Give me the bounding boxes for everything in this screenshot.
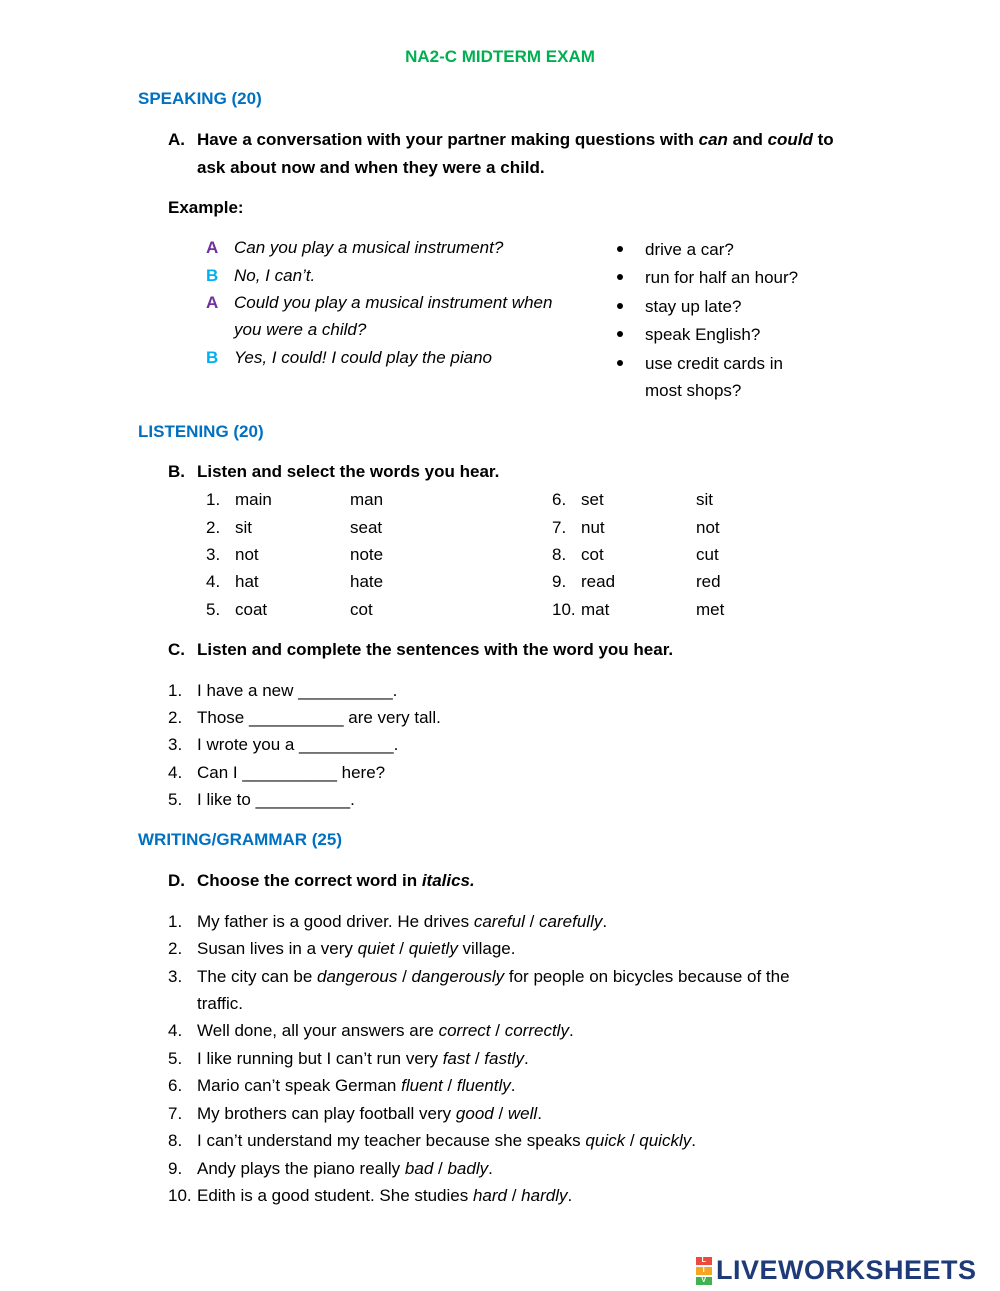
word-option[interactable]: badly xyxy=(447,1159,489,1178)
bullet-item: drive a car? xyxy=(617,240,734,260)
word-option[interactable]: cut xyxy=(696,545,719,564)
word-option[interactable]: set xyxy=(581,490,604,509)
grammar-item: The city can be dangerous / dangerously for people on bicycles because of the xyxy=(197,967,790,986)
dialogue-line: Can you play a musical instrument? xyxy=(234,238,504,257)
dialogue-line: No, I can’t. xyxy=(234,266,316,285)
word-option[interactable]: quiet xyxy=(357,939,395,958)
bullet-icon xyxy=(617,360,623,366)
item-number: 9. xyxy=(168,1159,183,1178)
question-d-letter: D. xyxy=(168,871,185,890)
fill-in-sentence[interactable]: I like to __________. xyxy=(197,790,355,809)
word-option[interactable]: correctly xyxy=(504,1021,569,1040)
word-option[interactable]: dangerous xyxy=(317,967,398,986)
word-option[interactable]: nut xyxy=(581,518,605,537)
word-option[interactable]: red xyxy=(696,572,721,591)
question-a-letter: A. xyxy=(168,130,185,149)
item-number: 1. xyxy=(206,490,221,509)
word-option[interactable]: not xyxy=(696,518,720,537)
bullet-icon xyxy=(617,274,623,280)
item-number: 7. xyxy=(168,1104,183,1123)
word-option[interactable]: fast xyxy=(442,1049,471,1068)
word-option[interactable]: sit xyxy=(235,518,252,537)
grammar-item: I like running but I can’t run very fast / fastly. xyxy=(197,1049,529,1068)
item-number: 1. xyxy=(168,681,183,700)
word-option[interactable]: seat xyxy=(350,518,383,537)
item-number: 10. xyxy=(168,1186,192,1205)
word-option[interactable]: sit xyxy=(696,490,713,509)
word-option[interactable]: main xyxy=(235,490,272,509)
word-option[interactable]: careful xyxy=(473,912,525,931)
question-c-text: Listen and complete the sentences with the word you hear. xyxy=(197,640,674,659)
logo-text: LIVEWORKSHEETS xyxy=(716,1255,977,1285)
page-title: NA2-C MIDTERM EXAM xyxy=(405,47,595,66)
word-option[interactable]: met xyxy=(696,600,725,619)
grammar-item: Well done, all your answers are correct / correctly. xyxy=(197,1021,574,1040)
dialogue-line: Could you play a musical instrument when xyxy=(234,293,553,312)
grammar-item: My father is a good driver. He drives careful / carefully. xyxy=(197,912,608,931)
bullet-icon xyxy=(617,246,623,252)
grammar-item: Susan lives in a very quiet / quietly village. xyxy=(197,939,516,958)
speaker-b: B xyxy=(206,266,219,285)
item-number: 4. xyxy=(168,1021,183,1040)
word-option[interactable]: hate xyxy=(350,572,384,591)
writing-heading: WRITING/GRAMMAR (25) xyxy=(138,830,342,849)
item-number: 2. xyxy=(168,939,183,958)
word-option[interactable]: dangerously xyxy=(411,967,505,986)
grammar-item: My brothers can play football very good / well. xyxy=(197,1104,542,1123)
item-number: 6. xyxy=(168,1076,183,1095)
word-option[interactable]: note xyxy=(350,545,384,564)
word-option[interactable]: quick xyxy=(585,1131,626,1150)
item-number: 2. xyxy=(168,708,183,727)
speaker-a: A xyxy=(206,238,219,257)
dialogue-line: Yes, I could! I could play the piano xyxy=(234,348,493,367)
item-number: 4. xyxy=(206,572,221,591)
item-number: 9. xyxy=(552,572,567,591)
word-option[interactable]: well xyxy=(507,1104,538,1123)
word-option[interactable]: quickly xyxy=(639,1131,692,1150)
word-option[interactable]: fluently xyxy=(456,1076,511,1095)
item-number: 5. xyxy=(168,790,183,809)
grammar-item: Mario can’t speak German fluent / fluently. xyxy=(197,1076,516,1095)
item-number: 10. xyxy=(552,600,576,619)
dialogue-line: you were a child? xyxy=(234,320,367,339)
word-option[interactable]: fastly xyxy=(484,1049,524,1068)
word-option[interactable]: correct xyxy=(438,1021,491,1040)
question-b-letter: B. xyxy=(168,462,185,481)
example-label: Example: xyxy=(168,198,244,217)
item-number: 5. xyxy=(206,600,221,619)
item-number: 3. xyxy=(168,967,183,986)
word-option[interactable]: good xyxy=(455,1104,494,1123)
word-option[interactable]: hardly xyxy=(521,1186,568,1205)
liveworksheets-logo[interactable] xyxy=(696,1255,977,1286)
item-number: 8. xyxy=(168,1131,183,1150)
bullet-icon xyxy=(617,303,623,309)
grammar-item-continuation: traffic. xyxy=(197,994,243,1013)
speaker-a: A xyxy=(206,293,219,312)
question-a-line1: Have a conversation with your partner making questions with can and could to xyxy=(197,130,834,149)
listening-heading: LISTENING (20) xyxy=(138,422,264,441)
logo-icon: L I V xyxy=(696,1256,712,1286)
bullet-icon xyxy=(617,331,623,337)
item-number: 7. xyxy=(552,518,567,537)
item-number: 4. xyxy=(168,763,183,782)
bullet-item: stay up late? xyxy=(617,297,741,317)
grammar-item: Andy plays the piano really bad / badly. xyxy=(197,1159,493,1178)
fill-in-sentence[interactable]: I wrote you a __________. xyxy=(197,735,399,754)
item-number: 6. xyxy=(552,490,567,509)
question-a-line2: ask about now and when they were a child. xyxy=(197,158,545,177)
word-option[interactable]: not xyxy=(235,545,259,564)
item-number: 5. xyxy=(168,1049,183,1068)
fill-in-sentence[interactable]: Can I __________ here? xyxy=(197,763,386,782)
question-d-text: Choose the correct word in italics. xyxy=(197,871,475,890)
grammar-item: I can’t understand my teacher because she speaks quick / quickly. xyxy=(197,1131,696,1150)
fill-in-sentence[interactable]: Those __________ are very tall. xyxy=(197,708,441,727)
word-option[interactable]: bad xyxy=(404,1159,434,1178)
fill-in-sentence[interactable]: I have a new __________. xyxy=(197,681,398,700)
word-option[interactable]: cot xyxy=(581,545,604,564)
speaking-heading: SPEAKING (20) xyxy=(138,89,262,108)
item-number: 3. xyxy=(206,545,221,564)
bullet-item: speak English? xyxy=(617,325,760,345)
word-option[interactable]: hard xyxy=(472,1186,507,1205)
word-option[interactable]: cot xyxy=(350,600,373,619)
item-number: 3. xyxy=(168,735,183,754)
word-option[interactable]: quietly xyxy=(408,939,458,958)
bullet-item-continuation: most shops? xyxy=(645,381,742,400)
word-option[interactable]: fluent xyxy=(401,1076,443,1095)
word-option[interactable]: carefully xyxy=(539,912,603,931)
bullet-item: run for half an hour? xyxy=(617,268,798,288)
word-option[interactable]: man xyxy=(350,490,384,509)
item-number: 2. xyxy=(206,518,221,537)
bullet-item: use credit cards in xyxy=(617,354,783,374)
word-option[interactable]: coat xyxy=(235,600,268,619)
item-number: 8. xyxy=(552,545,567,564)
word-option[interactable]: read xyxy=(581,572,616,591)
word-option[interactable]: mat xyxy=(581,600,610,619)
question-b-text: Listen and select the words you hear. xyxy=(197,462,500,481)
grammar-item: Edith is a good student. She studies hard / hardly. xyxy=(197,1186,573,1205)
speaker-b: B xyxy=(206,348,219,367)
item-number: 1. xyxy=(168,912,183,931)
question-c-letter: C. xyxy=(168,640,185,659)
word-option[interactable]: hat xyxy=(235,572,259,591)
